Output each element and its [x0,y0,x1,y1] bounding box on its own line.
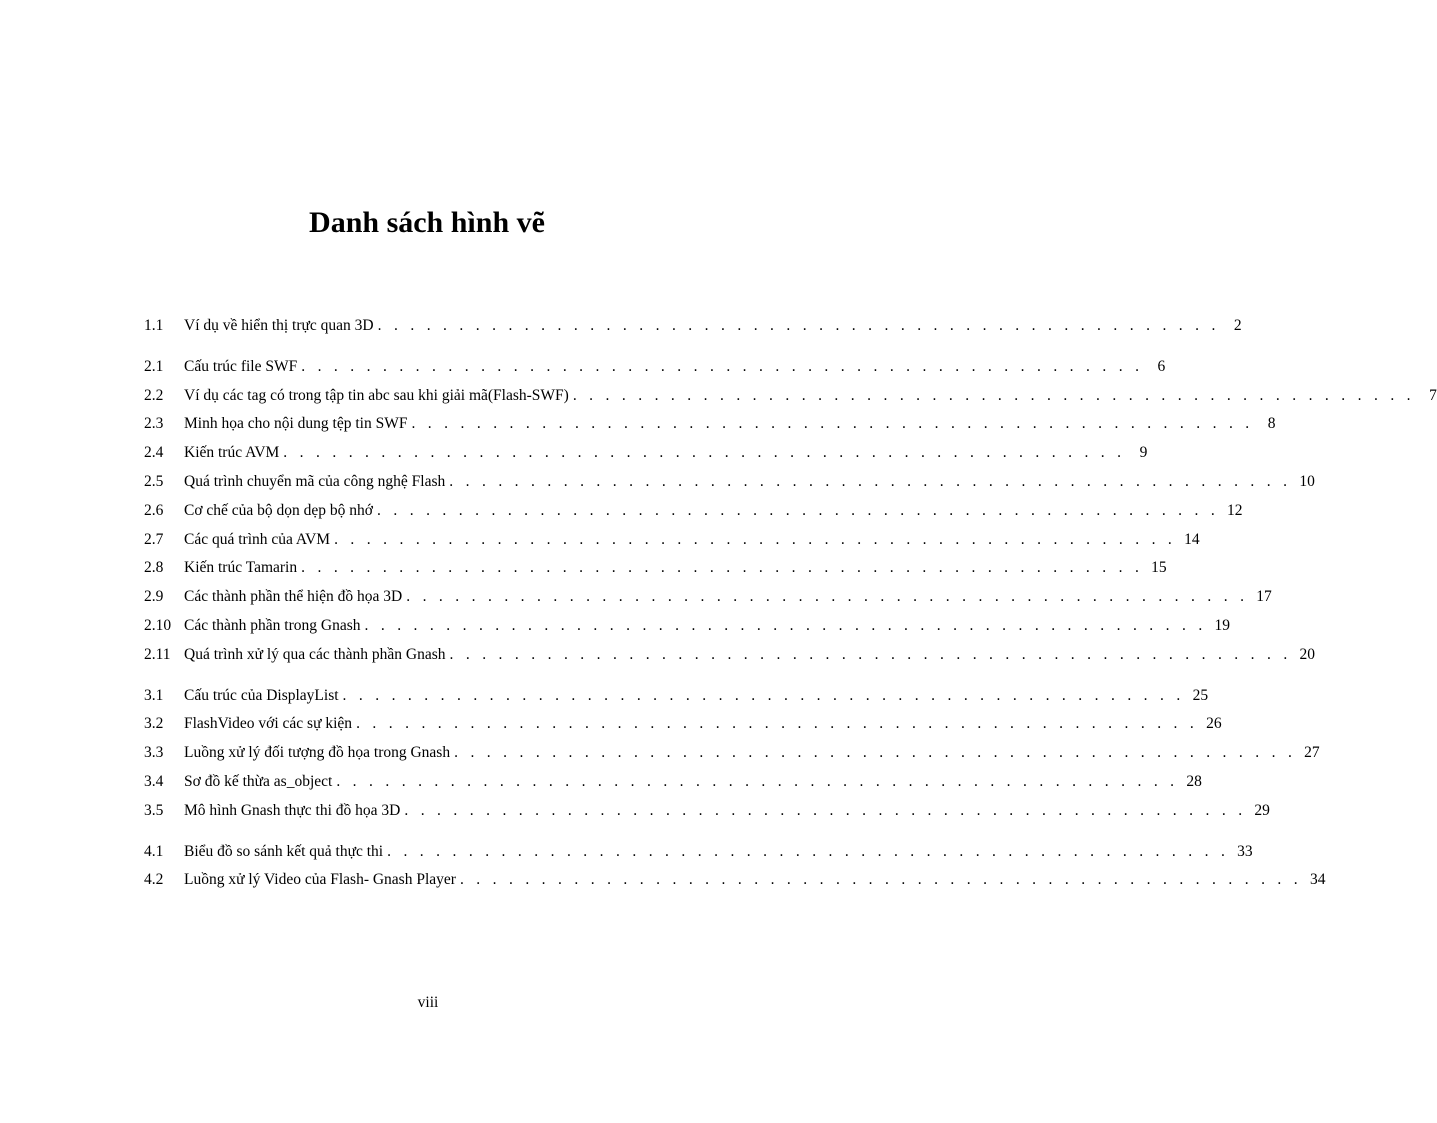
figure-page: 29 [1254,801,1270,819]
figure-number: 2.11 [144,645,171,663]
figure-page: 19 [1214,616,1231,634]
figure-entry[interactable] [144,866,1326,895]
figure-number: 4.1 [144,842,164,860]
chapter-group-4 [144,838,1326,896]
figure-page: 17 [1256,588,1272,606]
figure-number: 2.5 [144,472,164,490]
figure-number: 2.2 [144,386,164,404]
leader-dots: . . . . . . . . . . . . . . . . . . . . . . . . . . . . . . . . . . . . . . . . . . . . . . . . . . . . [356,715,1199,733]
figure-page: 15 [1151,559,1167,577]
figure-page: 12 [1227,501,1243,519]
figure-number: 3.3 [144,744,164,762]
figure-page: 9 [1139,444,1148,462]
figure-page: 20 [1299,645,1316,663]
leader-dots: . . . . . . . . . . . . . . . . . . . . . . . . . . . . . . . . . . . . . . . . . . . . . . . . . . . . [342,686,1185,704]
figure-number: 3.5 [144,801,164,819]
figure-page: 26 [1206,715,1222,733]
figure-entry[interactable] [144,838,1253,867]
chapter-group-1 [144,312,1242,341]
figure-entry[interactable] [144,612,1231,641]
figure-number: 2.6 [144,501,164,519]
figure-caption: Minh họa cho nội dung tệp tin SWF [184,415,408,433]
leader-dots: . . . . . . . . . . . . . . . . . . . . . . . . . . . . . . . . . . . . . . . . . . . . . . . . . . . . [334,530,1177,548]
figure-number: 2.10 [144,616,172,634]
figure-entry[interactable] [144,468,1315,497]
page-title: Danh sách hình vẽ [309,206,545,239]
figure-entry[interactable] [144,710,1222,739]
figure-caption: Kiến trúc Tamarin [184,559,298,577]
figure-entry[interactable] [144,353,1166,382]
figure-caption: Ví dụ các tag có trong tập tin abc sau khi giải mã(Flash-SWF) [184,386,569,404]
figure-page: 27 [1304,744,1320,762]
leader-dots: . . . . . . . . . . . . . . . . . . . . . . . . . . . . . . . . . . . . . . . . . . . . . . . . . . . . [406,588,1249,606]
figure-caption: Cơ chế của bộ dọn dẹp bộ nhớ [184,501,374,519]
figure-number: 3.1 [144,686,164,704]
figure-number: 2.3 [144,415,164,433]
figure-entry[interactable] [144,439,1148,468]
figure-entry[interactable] [144,641,1316,670]
figure-entry[interactable] [144,312,1242,341]
leader-dots: . . . . . . . . . . . . . . . . . . . . . . . . . . . . . . . . . . . . . . . . . . . . . . . . . . . . [459,871,1302,889]
figure-page: 2 [1233,317,1242,334]
leader-dots: . . . . . . . . . . . . . . . . . . . . . . . . . . . . . . . . . . . . . . . . . . . . . . . . . . . . [364,616,1207,634]
figure-number: 2.1 [144,357,164,375]
figure-caption: Quá trình xử lý qua các thành phần Gnash [184,645,446,663]
figure-page: 14 [1184,530,1200,548]
chapter-group-3 [144,682,1320,826]
figure-number: 3.4 [144,772,164,790]
figure-page: 10 [1299,472,1315,490]
leader-dots: . . . . . . . . . . . . . . . . . . . . . . . . . . . . . . . . . . . . . . . . . . . . . . . . . . . . [572,386,1415,404]
leader-dots: . . . . . . . . . . . . . . . . . . . . . . . . . . . . . . . . . . . . . . . . . . . . . . . . . . . . [454,744,1297,762]
figure-number: 2.9 [144,588,164,606]
leader-dots: . . . . . . . . . . . . . . . . . . . . . . . . . . . . . . . . . . . . . . . . . . . . . . . . . . . . [411,415,1254,433]
figure-page: 8 [1267,415,1276,433]
leader-dots: . . . . . . . . . . . . . . . . . . . . . . . . . . . . . . . . . . . . . . . . . . . . . . . . . . . . [377,501,1220,519]
figure-caption: Luồng xử lý đối tượng đồ họa trong Gnash [184,744,451,762]
figure-caption: FlashVideo với các sự kiện [184,715,353,733]
figure-page: 25 [1192,686,1209,704]
figure-entry[interactable] [144,583,1272,612]
figure-entry[interactable] [144,682,1209,711]
figure-page: 7 [1429,386,1437,404]
figure-entry[interactable] [144,768,1202,797]
chapter-group-2 [144,353,1437,670]
figure-number: 2.4 [144,444,164,462]
figure-page: 28 [1186,772,1202,790]
figure-entry[interactable] [144,526,1200,555]
leader-dots: . . . . . . . . . . . . . . . . . . . . . . . . . . . . . . . . . . . . . . . . . . . . . . . . . . . . [387,842,1230,860]
leader-dots: . . . . . . . . . . . . . . . . . . . . . . . . . . . . . . . . . . . . . . . . . . . . . . . . . . . . [283,444,1126,462]
figure-page: 33 [1237,842,1253,860]
leader-dots: . . . . . . . . . . . . . . . . . . . . . . . . . . . . . . . . . . . . . . . . . . . . . . . . . . . . [336,772,1179,790]
figure-caption: Các thành phần trong Gnash [184,616,361,634]
leader-dots: . . . . . . . . . . . . . . . . . . . . . . . . . . . . . . . . . . . . . . . . . . . . . . . . . . . . [449,645,1292,663]
figure-entry[interactable] [144,497,1243,526]
leader-dots: . . . . . . . . . . . . . . . . . . . . . . . . . . . . . . . . . . . . . . . . . . . . . . . . . . . . [301,357,1144,375]
figure-entry[interactable] [144,410,1276,439]
figure-caption: Các thành phần thể hiện đồ họa 3D [184,588,403,606]
leader-dots: . . . . . . . . . . . . . . . . . . . . . . . . . . . . . . . . . . . . . . . . . . . . . . . . . . . . [404,801,1247,819]
figure-number: 1.1 [144,317,164,334]
leader-dots: . . . . . . . . . . . . . . . . . . . . . . . . . . . . . . . . . . . . . . . . . . . . . . . . . . . . [377,317,1220,334]
figure-page: 6 [1157,357,1166,375]
figure-caption: Kiến trúc AVM [184,444,280,462]
figure-caption: Cấu trúc file SWF [184,357,298,375]
leader-dots: . . . . . . . . . . . . . . . . . . . . . . . . . . . . . . . . . . . . . . . . . . . . . . . . . . . . [301,559,1144,577]
figure-number: 2.7 [144,530,164,548]
figure-entry[interactable] [144,382,1437,411]
figure-caption: Quá trình chuyển mã của công nghệ Flash [184,472,446,490]
figure-caption: Mô hình Gnash thực thi đồ họa 3D [184,801,401,819]
figure-caption: Cấu trúc của DisplayList [184,686,339,704]
figure-entry[interactable] [144,739,1320,768]
figure-entry[interactable] [144,797,1270,826]
figure-caption: Ví dụ về hiển thị trực quan 3D [184,317,374,334]
figure-number: 2.8 [144,559,164,577]
figure-caption: Các quá trình của AVM [184,530,331,548]
figure-caption: Sơ đồ kế thừa as_object [184,772,333,790]
figure-entry[interactable] [144,554,1167,583]
figure-caption: Luồng xử lý Video của Flash- Gnash Player [184,871,456,889]
figure-page: 34 [1309,871,1326,889]
leader-dots: . . . . . . . . . . . . . . . . . . . . . . . . . . . . . . . . . . . . . . . . . . . . . . . . . . . . [449,472,1292,490]
list-of-figures [144,312,1437,907]
figure-number: 4.2 [144,871,164,889]
figure-number: 3.2 [144,715,164,733]
page-number: viii [417,994,439,1011]
figure-caption: Biểu đồ so sánh kết quả thực thi [184,842,384,860]
